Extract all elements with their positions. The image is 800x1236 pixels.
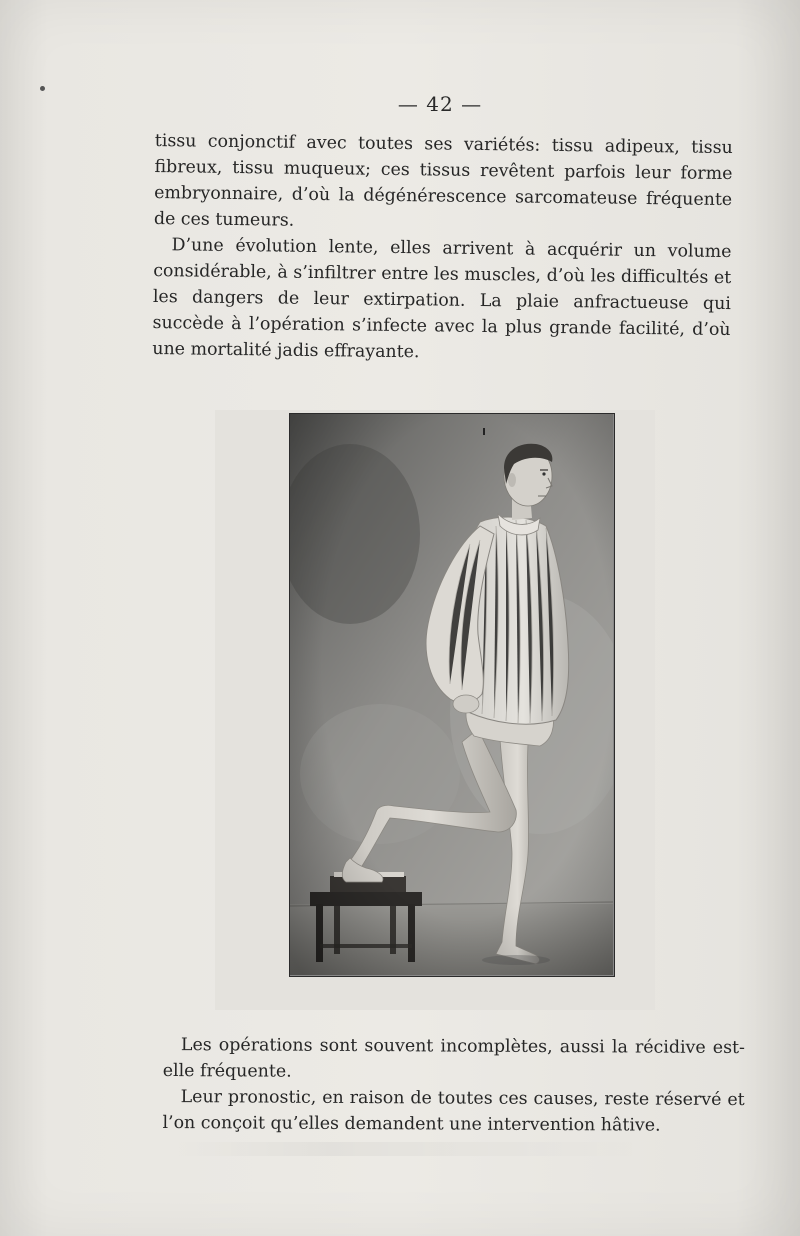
paragraph-2: D’une évolution lente, elles arrivent à acquérir un volume considérable, à s’infiltrer entre les muscles, d’où les difficultés et les dangers de leur extirpation. La plaie anfractueuse qui succède à l’opération s’infecte avec la plus grande facilité, d’où une mortalité jadis effrayante. — [152, 235, 732, 363]
photograph-image — [290, 414, 613, 975]
top-text-block — [152, 128, 733, 369]
figure-photograph — [289, 413, 615, 977]
bottom-text-block — [162, 1032, 745, 1139]
bleed-through-text — [170, 1142, 650, 1156]
margin-speck — [40, 86, 45, 91]
paragraph-4: Leur pronostic, en raison de toutes ces causes, reste réservé et l’on conçoit qu’elles demandent une intervention hâtive. — [162, 1087, 745, 1136]
page-number: — 42 — — [397, 92, 483, 116]
paragraph-3: Les opérations sont souvent incomplètes, aussi la récidive est-elle fréquente. — [162, 1035, 745, 1082]
paragraph-1: tissu conjonctif avec toutes ses variétés: tissu adipeux, tissu fibreux, tissu muqueux; ces tissus revêtent parfois leur forme embryonnaire, d’où la dégénérescence sarcomateuse fréquente de ces tumeurs. — [153, 130, 733, 231]
